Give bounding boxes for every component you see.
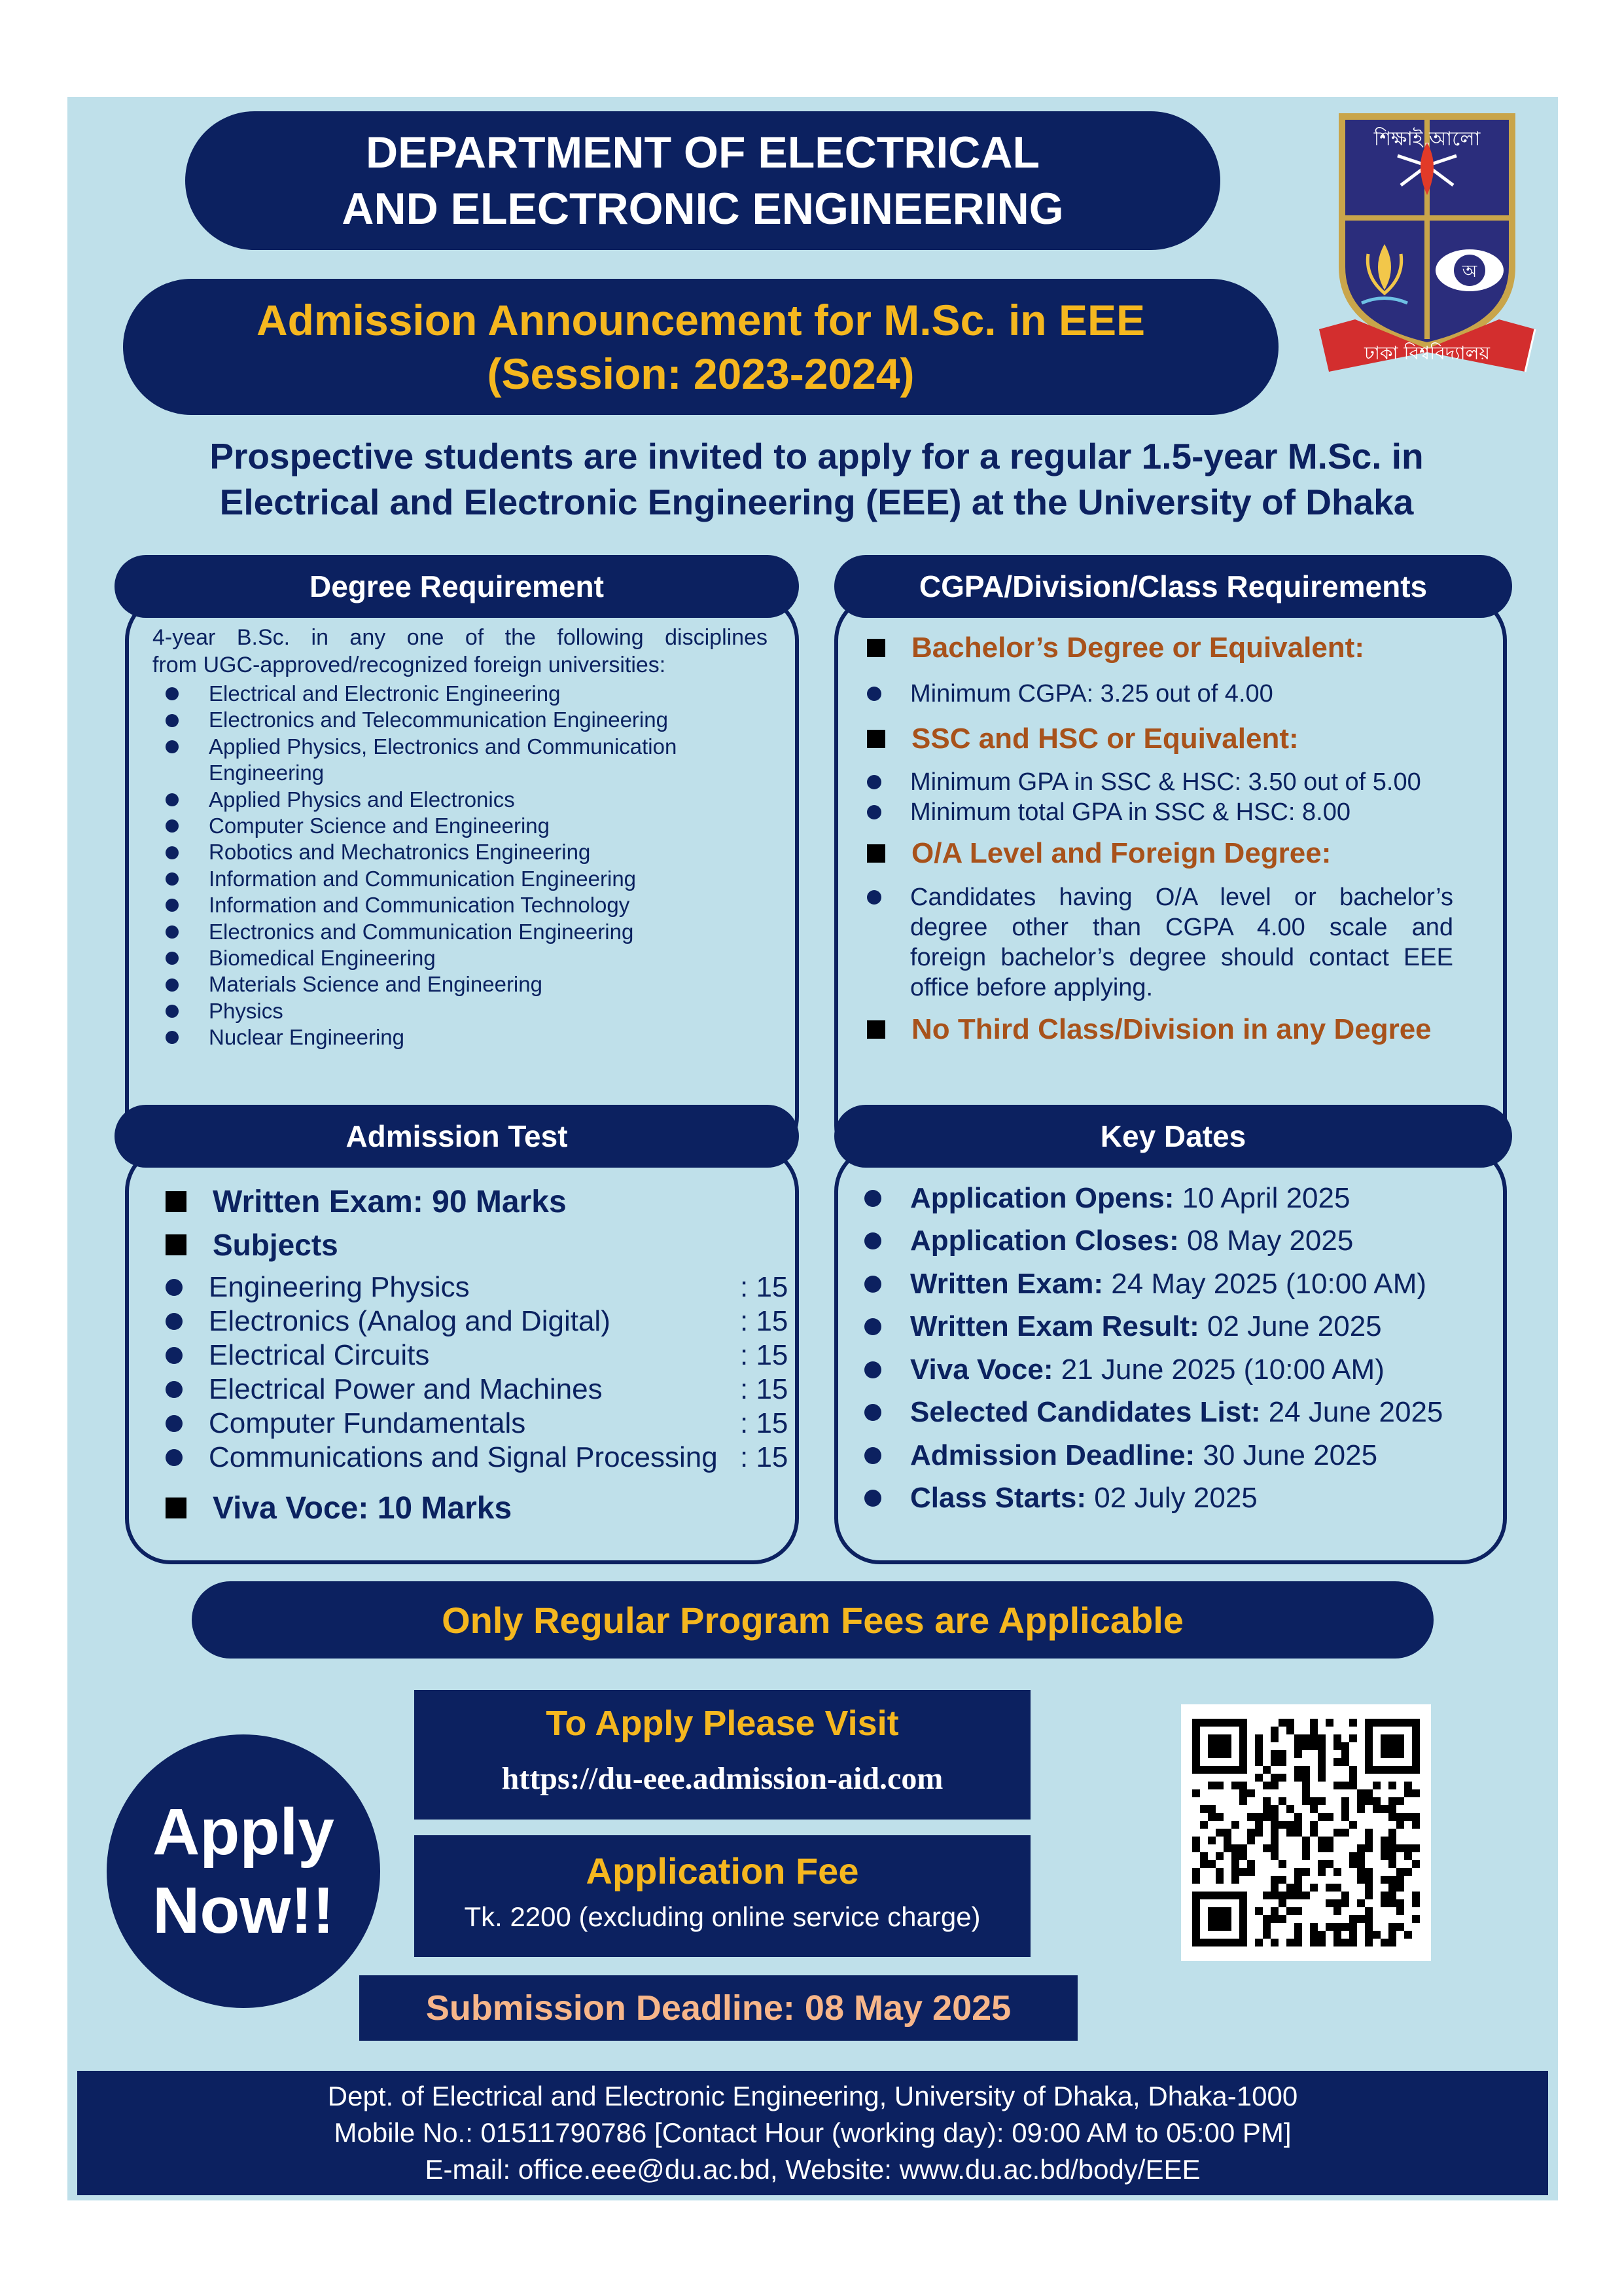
bullet-icon [166,793,179,806]
bullet-icon [867,687,881,701]
fee-heading: Application Fee [586,1850,859,1892]
subject-name: Computer Fundamentals [209,1407,526,1439]
bullet-icon [166,1005,179,1018]
subtitle-line-1: Admission Announcement for M.Sc. in EEE [256,296,1146,344]
bachelor-row [867,628,1482,668]
ssc-row [867,717,1482,761]
footer-address: Dept. of Electrical and Electronic Engineering, University of Dhaka, Dhaka-1000 [327,2081,1298,2111]
key-date-value: 02 June 2025 [1199,1310,1382,1343]
key-date-value: 30 June 2025 [1195,1439,1378,1471]
subject-item [166,1372,794,1407]
visit-heading: To Apply Please Visit [546,1704,899,1743]
intro-line-1: Prospective students are invited to apply for a regular 1.5-year M.Sc. in [209,436,1424,476]
bullet-icon [166,872,179,886]
admission-test-heading: Admission Test [115,1105,799,1168]
fees-banner: Only Regular Program Fees are Applicable [192,1581,1434,1659]
key-date-label: Class Starts: [910,1482,1087,1515]
university-logo [1316,103,1538,378]
bullet-icon [166,1031,179,1044]
viva-row: Viva Voce: 10 Marks [166,1485,794,1531]
bullet-icon [166,1449,183,1466]
key-date-label: Selected Candidates List: [910,1396,1261,1429]
apply-now-line-2: Now!! [152,1874,334,1947]
ssc-item-2: Minimum total GPA in SSC & HSC: 8.00 [867,797,1482,827]
admission-announcement [123,279,1279,415]
subject-marks: : 15 [740,1441,788,1473]
key-date-item [864,1263,1492,1306]
key-date-label: Written Exam: [910,1267,1104,1300]
degree-requirement-heading: Degree Requirement [115,555,799,618]
discipline-item: Applied Physics and Electronics [166,787,787,813]
bullet-icon [864,1361,881,1378]
bullet-icon [867,775,881,789]
bullet-icon [867,890,881,905]
title-line-1: DEPARTMENT OF ELECTRICAL [365,128,1040,177]
degree-intro-line-1: 4-year B.Sc. in any one of the following disciplines [152,625,768,650]
bullet-icon [166,1347,183,1364]
key-date-value: 21 June 2025 (10:00 AM) [1053,1353,1385,1386]
subject-marks: : 15 [740,1305,788,1337]
square-bullet-icon [867,730,885,748]
discipline-list [166,681,787,1051]
bullet-icon [166,952,179,965]
subject-item [166,1407,794,1441]
key-date-value: 10 April 2025 [1174,1181,1350,1214]
subject-item [166,1441,794,1475]
key-date-item [864,1306,1492,1349]
logo-ribbon-text: ঢাকা বিশ্ববিদ্যালয় [1364,342,1491,364]
subject-marks: : 15 [740,1407,788,1439]
bullet-icon [166,687,179,700]
bullet-icon [166,846,179,859]
apply-now-badge[interactable] [107,1734,380,2008]
discipline-item: Robotics and Mechatronics Engineering [166,839,787,865]
oa-row [867,831,1482,876]
title-line-2: AND ELECTRONIC ENGINEERING [342,184,1064,234]
key-date-item [864,1177,1492,1220]
bullet-icon [864,1190,881,1207]
key-date-item [864,1220,1492,1263]
discipline-item: Nuclear Engineering [166,1024,787,1050]
key-date-item [864,1477,1492,1520]
key-dates-list [864,1177,1492,1520]
square-bullet-icon [166,1498,186,1518]
subject-item [166,1270,794,1304]
bullet-icon [864,1404,881,1421]
discipline-item: Applied Physics, Electronics and Communication [166,734,787,760]
bachelor-item: Minimum CGPA: 3.25 out of 4.00 [867,673,1482,715]
key-date-label: Written Exam Result: [910,1310,1199,1343]
no-third-class: No Third Class/Division in any Degree [911,1013,1432,1045]
square-bullet-icon [166,1191,186,1212]
bullet-icon [864,1447,881,1464]
contact-footer [77,2071,1548,2195]
key-date-item [864,1391,1492,1435]
key-date-item [864,1348,1492,1391]
bullet-icon [166,899,179,912]
key-dates-heading: Key Dates [834,1105,1512,1168]
key-date-label: Application Opens: [910,1181,1174,1214]
subject-item [166,1304,794,1338]
key-date-label: Admission Deadline: [910,1439,1195,1471]
discipline-item: Electrical and Electronic Engineering [166,681,787,707]
bullet-icon [864,1490,881,1507]
written-exam-row: Written Exam: 90 Marks [166,1180,794,1223]
key-date-label: Application Closes: [910,1225,1179,1257]
key-date-value: 08 May 2025 [1178,1225,1354,1257]
bullet-icon [166,1313,183,1330]
key-date-value: 02 July 2025 [1086,1482,1258,1515]
ssc-heading: SSC and HSC or Equivalent: [911,723,1299,755]
subject-item [166,1338,794,1372]
apply-now-line-1: Apply [152,1795,334,1869]
bullet-icon [166,1381,183,1398]
subjects-row: Subjects [166,1223,794,1266]
oa-heading: O/A Level and Foreign Degree: [911,837,1332,869]
bullet-icon [864,1318,881,1335]
oa-item: Candidates having O/A level or bachelor’s degree other than CGPA 4.00 scale and foreign bachelor’s degree should contact EEE office before applying. [867,882,1482,1003]
subject-marks: : 15 [740,1339,788,1371]
bullet-icon [166,1415,183,1432]
subject-marks: : 15 [740,1271,788,1303]
application-fee-box [414,1835,1031,1957]
logo-motto: শিক্ষাই আলো [1373,128,1481,151]
intro-line-2: Electrical and Electronic Engineering (EEE) at the University of Dhaka [219,482,1414,522]
submission-deadline: Submission Deadline: 08 May 2025 [359,1975,1078,2041]
discipline-item: Information and Communication Engineering [166,866,787,892]
key-date-value: 24 June 2025 [1260,1396,1443,1429]
subject-name: Electrical Power and Machines [209,1373,603,1405]
square-bullet-icon [867,639,885,657]
qr-code-icon [1181,1704,1431,1961]
bachelor-heading: Bachelor’s Degree or Equivalent: [911,632,1364,664]
bullet-icon [166,978,179,992]
square-bullet-icon [867,1020,885,1039]
degree-intro-line-2: from UGC-approved/recognized foreign universities: [152,653,666,677]
bullet-icon [864,1276,881,1293]
bullet-icon [867,805,881,819]
bullet-icon [166,925,179,939]
subtitle-line-2: (Session: 2023-2024) [487,350,915,398]
bullet-icon [864,1232,881,1249]
ssc-item-1: Minimum GPA in SSC & HSC: 3.50 out of 5.00 [867,767,1482,797]
admission-test-content [166,1180,794,1531]
discipline-item: Engineering [209,761,325,785]
discipline-item: Materials Science and Engineering [166,971,787,997]
discipline-item: Electronics and Communication Engineering [166,919,787,945]
subject-name: Communications and Signal Processing [209,1441,718,1473]
square-bullet-icon [867,844,885,863]
discipline-item: Biomedical Engineering [166,945,787,971]
subject-name: Electronics (Analog and Digital) [209,1305,610,1337]
bullet-icon [166,740,179,753]
discipline-item: Computer Science and Engineering [166,813,787,839]
discipline-item: Information and Communication Technology [166,892,787,918]
poster [67,97,1558,2200]
department-title [185,111,1220,250]
subject-list [166,1270,794,1475]
bullet-icon [166,1279,183,1296]
apply-visit-box [414,1690,1031,1820]
degree-intro [152,624,768,679]
cgpa-content [867,628,1482,1052]
square-bullet-icon [166,1234,186,1255]
key-date-item [864,1434,1492,1477]
qr-code[interactable] [1181,1704,1431,1961]
subject-name: Electrical Circuits [209,1339,430,1371]
apply-url-link[interactable]: https://du-eee.admission-aid.com [501,1761,944,1796]
key-date-label: Viva Voce: [910,1353,1053,1386]
fee-text: Tk. 2200 (excluding online service charge) [464,1901,981,1932]
cgpa-requirements-heading: CGPA/Division/Class Requirements [834,555,1512,618]
no-third-row [867,1007,1482,1052]
discipline-item: Physics [166,998,787,1024]
subject-marks: : 15 [740,1373,788,1405]
key-date-value: 24 May 2025 (10:00 AM) [1103,1267,1427,1300]
intro-text [133,433,1500,525]
footer-mobile: Mobile No.: 01511790786 [Contact Hour (working day): 09:00 AM to 05:00 PM] [334,2117,1292,2148]
footer-email-website[interactable]: E-mail: office.eee@du.ac.bd, Website: www.du.ac.bd/body/EEE [425,2154,1201,2185]
discipline-item: Electronics and Telecommunication Engineering [166,707,787,733]
subject-name: Engineering Physics [209,1271,470,1303]
logo-letter: অ [1462,262,1477,281]
bullet-icon [166,714,179,727]
bullet-icon [166,819,179,833]
